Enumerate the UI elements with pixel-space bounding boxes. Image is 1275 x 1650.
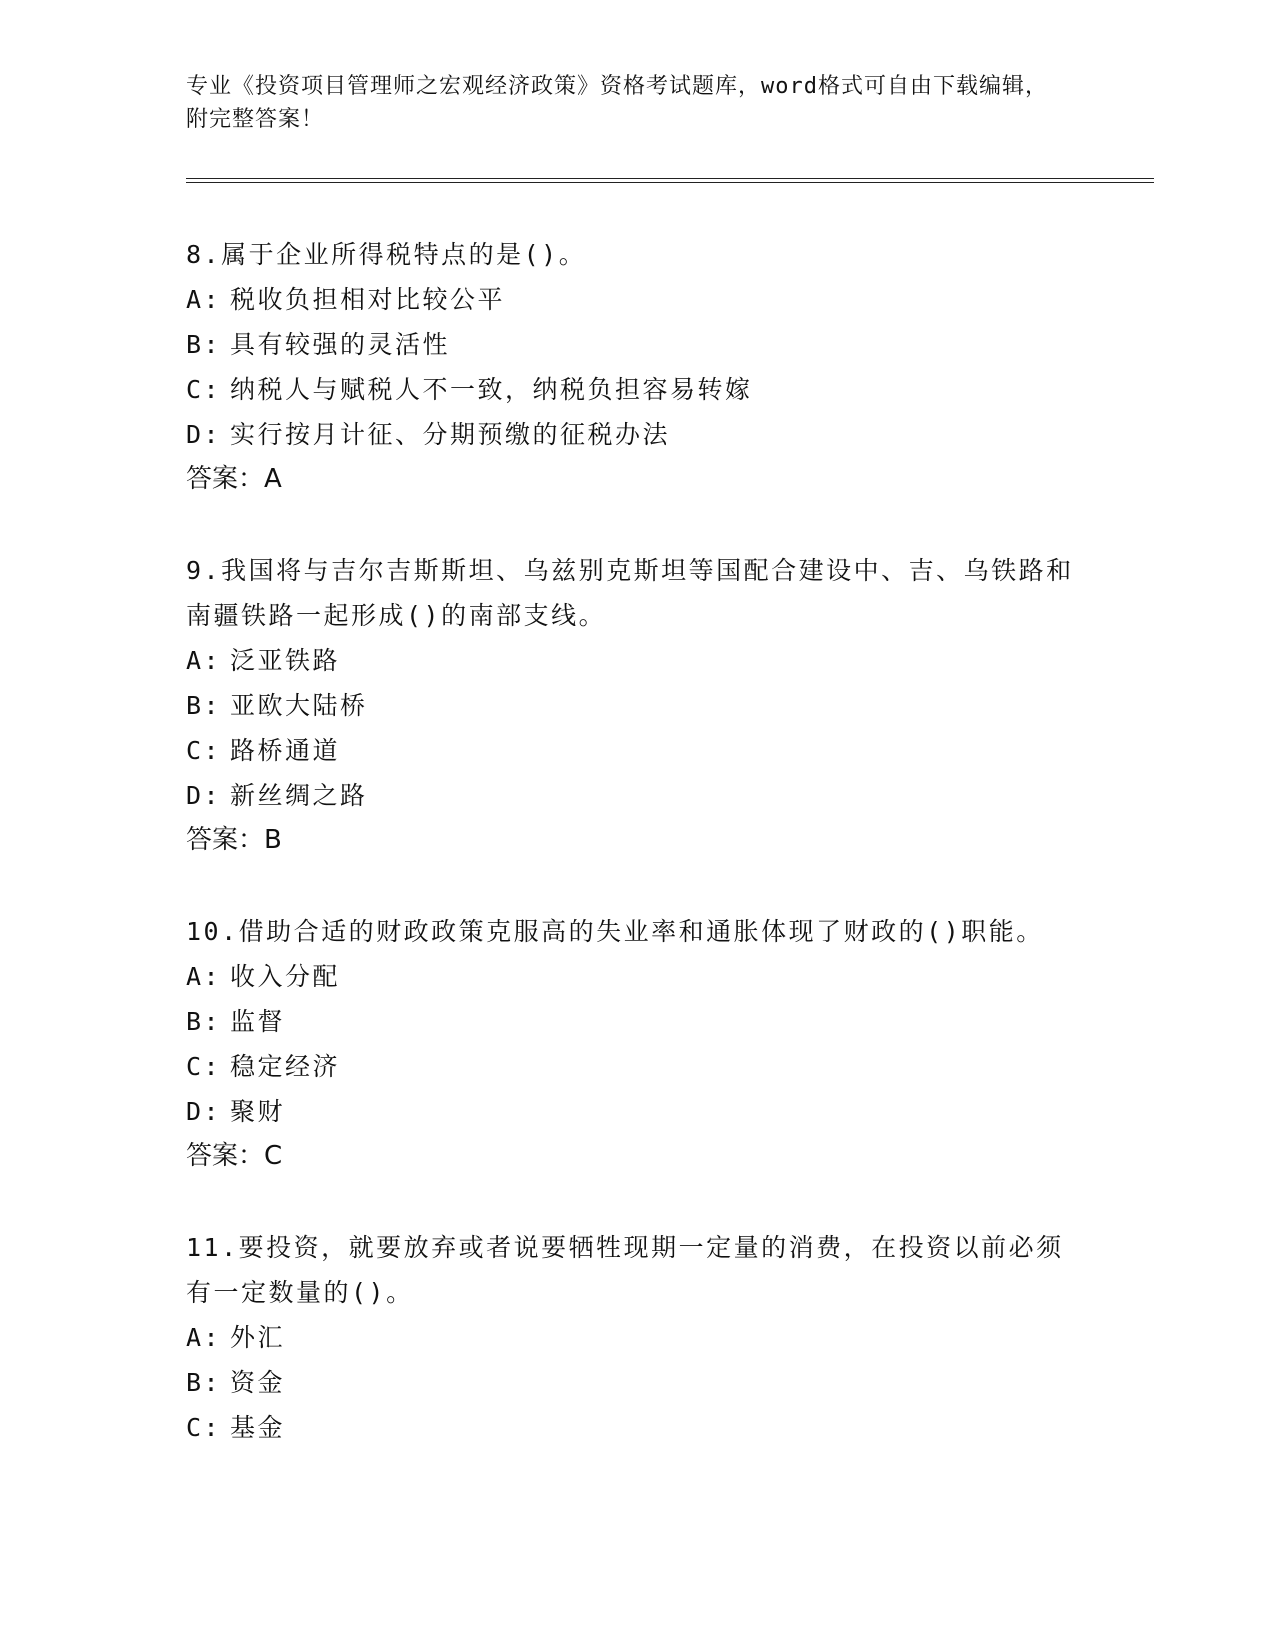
option-text: 聚财 xyxy=(230,1097,286,1126)
answer: 答案：C xyxy=(186,1141,283,1171)
option-text: 实行按月计征、分期预缴的征税办法 xyxy=(230,420,671,449)
option-d xyxy=(186,412,1086,457)
question-10 xyxy=(186,909,1086,1179)
option-a xyxy=(186,277,1086,322)
document-header: 专业《投资项目管理师之宏观经济政策》资格考试题库，word格式可自由下载编辑，附完整答案！ xyxy=(186,74,1048,132)
option-key: D: xyxy=(186,420,222,449)
question-stem: 10.借助合适的财政政策克服高的失业率和通胀体现了财政的()职能。 xyxy=(186,917,1044,946)
option-b xyxy=(186,683,1086,728)
answer: 答案：A xyxy=(186,464,282,494)
option-text: 外汇 xyxy=(230,1323,286,1352)
option-text: 泛亚铁路 xyxy=(230,646,341,675)
option-key: C: xyxy=(186,1413,222,1442)
option-text: 收入分配 xyxy=(230,962,341,991)
answer: 答案：B xyxy=(186,825,282,855)
question-9 xyxy=(186,548,1086,863)
option-key: A: xyxy=(186,285,222,314)
option-key: A: xyxy=(186,962,222,991)
option-a xyxy=(186,638,1086,683)
option-key: B: xyxy=(186,1368,222,1397)
question-8 xyxy=(186,232,1086,502)
option-text: 资金 xyxy=(230,1368,286,1397)
question-list xyxy=(186,232,1086,1496)
option-c xyxy=(186,1044,1086,1089)
option-text: 纳税人与赋税人不一致，纳税负担容易转嫁 xyxy=(230,375,753,404)
option-text: 新丝绸之路 xyxy=(230,781,368,810)
option-b xyxy=(186,322,1086,367)
question-11 xyxy=(186,1225,1086,1450)
option-a xyxy=(186,1315,1086,1360)
option-key: B: xyxy=(186,330,222,359)
option-text: 路桥通道 xyxy=(230,736,341,765)
option-key: C: xyxy=(186,375,222,404)
option-key: A: xyxy=(186,1323,222,1352)
option-text: 稳定经济 xyxy=(230,1052,341,1081)
option-text: 基金 xyxy=(230,1413,286,1442)
option-a xyxy=(186,954,1086,999)
option-c xyxy=(186,1405,1086,1450)
option-key: D: xyxy=(186,1097,222,1126)
option-key: C: xyxy=(186,736,222,765)
option-key: C: xyxy=(186,1052,222,1081)
option-c xyxy=(186,367,1086,412)
option-key: B: xyxy=(186,691,222,720)
option-text: 具有较强的灵活性 xyxy=(230,330,451,359)
option-d xyxy=(186,1089,1086,1134)
option-key: D: xyxy=(186,781,222,810)
option-b xyxy=(186,999,1086,1044)
option-text: 监督 xyxy=(230,1007,286,1036)
question-stem: 8.属于企业所得税特点的是()。 xyxy=(186,240,587,269)
question-stem: 9.我国将与吉尔吉斯斯坦、乌兹别克斯坦等国配合建设中、吉、乌铁路和南疆铁路一起形成()的南部支线。 xyxy=(186,556,1074,630)
option-b xyxy=(186,1360,1086,1405)
option-c xyxy=(186,728,1086,773)
option-text: 亚欧大陆桥 xyxy=(230,691,368,720)
option-key: A: xyxy=(186,646,222,675)
option-text: 税收负担相对比较公平 xyxy=(230,285,506,314)
option-key: B: xyxy=(186,1007,222,1036)
option-d xyxy=(186,773,1086,818)
question-stem: 11.要投资，就要放弃或者说要牺牲现期一定量的消费，在投资以前必须有一定数量的()。 xyxy=(186,1233,1064,1307)
header-divider xyxy=(186,178,1154,183)
